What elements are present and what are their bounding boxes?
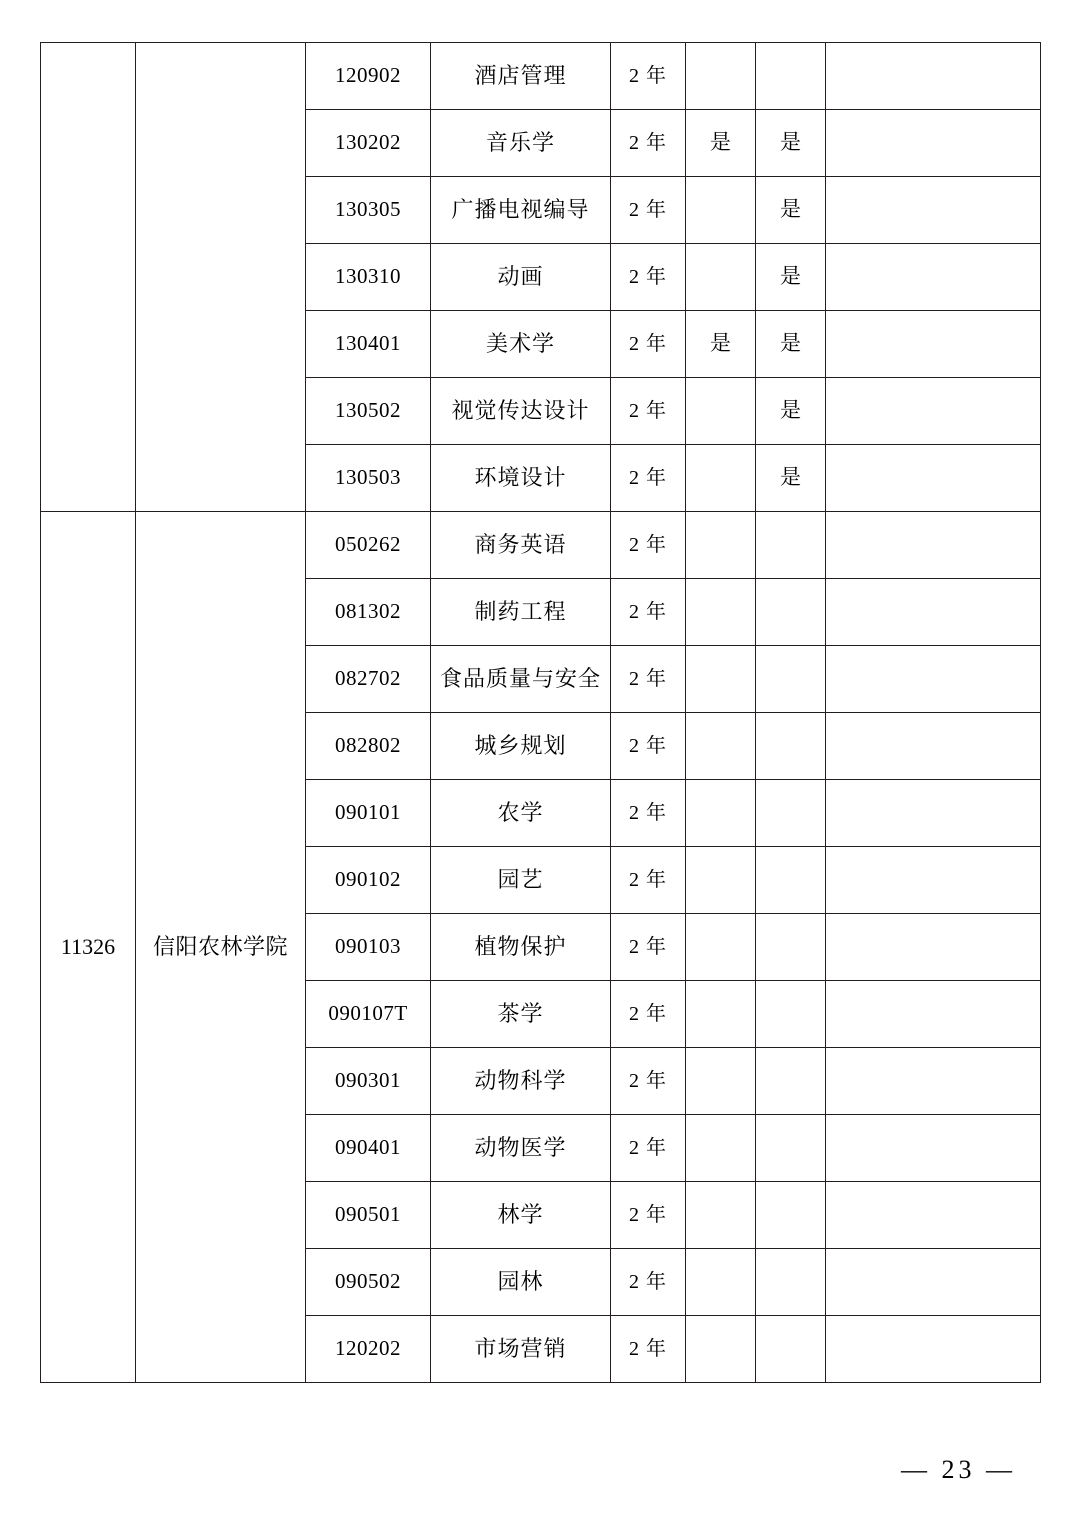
years: 2 年	[629, 400, 667, 422]
years-cell	[611, 110, 686, 177]
years: 2 年	[629, 1003, 667, 1025]
years: 2 年	[629, 1204, 667, 1226]
major-code: 090101	[335, 800, 401, 825]
flag2-cell	[756, 981, 826, 1048]
flag1-cell	[686, 1115, 756, 1182]
years: 2 年	[629, 802, 667, 824]
major-code-cell	[306, 914, 431, 981]
school-code: 11326	[60, 933, 116, 959]
note-cell	[826, 177, 1041, 244]
major-code: 130503	[335, 465, 401, 490]
major-code-cell	[306, 1316, 431, 1383]
major-name-cell	[431, 847, 611, 914]
years-cell	[611, 1115, 686, 1182]
years: 2 年	[629, 132, 667, 154]
major-name-cell	[431, 110, 611, 177]
page-number: — 23 —	[901, 1455, 1016, 1484]
major-code: 130310	[335, 264, 401, 289]
table-row	[41, 512, 1041, 579]
flag1-cell	[686, 1249, 756, 1316]
major-name-cell	[431, 311, 611, 378]
flag1-cell	[686, 244, 756, 311]
years-cell	[611, 713, 686, 780]
major-name: 园艺	[497, 866, 544, 892]
major-code: 090502	[335, 1269, 401, 1294]
major-name: 农学	[497, 799, 544, 825]
major-name-cell	[431, 1249, 611, 1316]
flag2: 是	[780, 331, 801, 356]
flag1-cell	[686, 177, 756, 244]
major-name-cell	[431, 780, 611, 847]
years: 2 年	[629, 869, 667, 891]
major-code: 082802	[335, 733, 401, 758]
years-cell	[611, 244, 686, 311]
major-code-cell	[306, 579, 431, 646]
years: 2 年	[629, 1338, 667, 1360]
major-name-cell	[431, 1316, 611, 1383]
major-code-cell	[306, 981, 431, 1048]
flag2-cell	[756, 311, 826, 378]
majors-table	[40, 42, 1041, 1383]
flag2-cell	[756, 579, 826, 646]
years-cell	[611, 1249, 686, 1316]
flag2-cell	[756, 1249, 826, 1316]
years: 2 年	[629, 1271, 667, 1293]
major-code-cell	[306, 110, 431, 177]
flag2: 是	[780, 264, 801, 289]
years-cell	[611, 1182, 686, 1249]
major-code: 090301	[335, 1068, 401, 1093]
flag2-cell	[756, 177, 826, 244]
flag1-cell	[686, 981, 756, 1048]
note-cell	[826, 780, 1041, 847]
flag2-cell	[756, 847, 826, 914]
major-name-cell	[431, 378, 611, 445]
major-name: 植物保护	[474, 933, 567, 959]
years: 2 年	[629, 1137, 667, 1159]
major-code-cell	[306, 1182, 431, 1249]
major-code-cell	[306, 244, 431, 311]
flag1-cell	[686, 110, 756, 177]
flag1-cell	[686, 1316, 756, 1383]
flag1-cell	[686, 43, 756, 110]
major-name: 广播电视编导	[451, 196, 590, 222]
major-code: 090107T	[328, 1001, 408, 1026]
major-name: 环境设计	[474, 464, 567, 490]
major-name: 茶学	[497, 1000, 544, 1026]
school-name-cell	[136, 512, 306, 1383]
major-code-cell	[306, 646, 431, 713]
flag2: 是	[780, 465, 801, 490]
flag1-cell	[686, 1048, 756, 1115]
major-name: 酒店管理	[474, 62, 567, 88]
major-code-cell	[306, 713, 431, 780]
major-code: 130305	[335, 197, 401, 222]
flag1-cell	[686, 311, 756, 378]
flag1-cell	[686, 646, 756, 713]
major-name: 园林	[497, 1268, 544, 1294]
years: 2 年	[629, 65, 667, 87]
years: 2 年	[629, 534, 667, 556]
flag1-cell	[686, 1182, 756, 1249]
note-cell	[826, 43, 1041, 110]
years-cell	[611, 445, 686, 512]
note-cell	[826, 713, 1041, 780]
note-cell	[826, 1115, 1041, 1182]
note-cell	[826, 110, 1041, 177]
years-cell	[611, 579, 686, 646]
years: 2 年	[629, 735, 667, 757]
note-cell	[826, 914, 1041, 981]
major-code: 130502	[335, 398, 401, 423]
note-cell	[826, 1182, 1041, 1249]
major-code: 120902	[335, 63, 401, 88]
major-name-cell	[431, 244, 611, 311]
note-cell	[826, 847, 1041, 914]
major-code-cell	[306, 43, 431, 110]
major-name: 食品质量与安全	[439, 665, 601, 691]
note-cell	[826, 579, 1041, 646]
major-name-cell	[431, 981, 611, 1048]
note-cell	[826, 378, 1041, 445]
major-code-cell	[306, 780, 431, 847]
major-code: 130401	[335, 331, 401, 356]
major-name-cell	[431, 914, 611, 981]
major-name-cell	[431, 1115, 611, 1182]
major-name-cell	[431, 1048, 611, 1115]
flag2-cell	[756, 1115, 826, 1182]
years-cell	[611, 646, 686, 713]
flag2-cell	[756, 646, 826, 713]
flag2-cell	[756, 244, 826, 311]
major-name: 美术学	[485, 330, 555, 356]
flag2: 是	[780, 130, 801, 155]
flag2: 是	[780, 398, 801, 423]
major-name: 视觉传达设计	[451, 397, 590, 423]
major-code: 081302	[335, 599, 401, 624]
years-cell	[611, 378, 686, 445]
years-cell	[611, 847, 686, 914]
major-name-cell	[431, 713, 611, 780]
flag2-cell	[756, 110, 826, 177]
flag2-cell	[756, 713, 826, 780]
major-code-cell	[306, 1048, 431, 1115]
flag1-cell	[686, 512, 756, 579]
note-cell	[826, 1048, 1041, 1115]
flag2-cell	[756, 1182, 826, 1249]
major-code-cell	[306, 512, 431, 579]
flag2-cell	[756, 378, 826, 445]
major-name-cell	[431, 445, 611, 512]
flag2-cell	[756, 1316, 826, 1383]
flag1-cell	[686, 914, 756, 981]
major-name: 林学	[497, 1201, 544, 1227]
note-cell	[826, 981, 1041, 1048]
years-cell	[611, 914, 686, 981]
major-name: 音乐学	[485, 129, 555, 155]
flag2-cell	[756, 445, 826, 512]
major-code-cell	[306, 847, 431, 914]
major-code: 090102	[335, 867, 401, 892]
major-name-cell	[431, 512, 611, 579]
major-code: 090103	[335, 934, 401, 959]
note-cell	[826, 244, 1041, 311]
major-name: 市场营销	[474, 1335, 567, 1361]
flag1-cell	[686, 847, 756, 914]
years-cell	[611, 981, 686, 1048]
flag1: 是	[710, 130, 731, 155]
years: 2 年	[629, 199, 667, 221]
majors-table-body	[41, 43, 1041, 1383]
major-name-cell	[431, 43, 611, 110]
major-code: 090501	[335, 1202, 401, 1227]
major-name-cell	[431, 177, 611, 244]
major-name: 动画	[497, 263, 544, 289]
major-code-cell	[306, 1249, 431, 1316]
major-code-cell	[306, 445, 431, 512]
flag1-cell	[686, 713, 756, 780]
flag1-cell	[686, 445, 756, 512]
flag1-cell	[686, 780, 756, 847]
major-code-cell	[306, 1115, 431, 1182]
major-code: 130202	[335, 130, 401, 155]
major-name: 制药工程	[474, 598, 567, 624]
flag2-cell	[756, 1048, 826, 1115]
table-row	[41, 43, 1041, 110]
major-code-cell	[306, 311, 431, 378]
years-cell	[611, 512, 686, 579]
years-cell	[611, 780, 686, 847]
major-code: 120202	[335, 1336, 401, 1361]
major-name: 动物医学	[474, 1134, 567, 1160]
major-code: 050262	[335, 532, 401, 557]
major-name: 城乡规划	[474, 732, 567, 758]
flag2-cell	[756, 43, 826, 110]
major-name-cell	[431, 579, 611, 646]
major-code-cell	[306, 378, 431, 445]
flag2-cell	[756, 914, 826, 981]
flag2-cell	[756, 780, 826, 847]
years: 2 年	[629, 668, 667, 690]
school-name-cell	[136, 43, 306, 512]
years-cell	[611, 1048, 686, 1115]
major-code-cell	[306, 177, 431, 244]
years: 2 年	[629, 936, 667, 958]
years-cell	[611, 1316, 686, 1383]
note-cell	[826, 311, 1041, 378]
flag1-cell	[686, 378, 756, 445]
years: 2 年	[629, 1070, 667, 1092]
years-cell	[611, 177, 686, 244]
flag1-cell	[686, 579, 756, 646]
major-code: 090401	[335, 1135, 401, 1160]
major-code: 082702	[335, 666, 401, 691]
major-name-cell	[431, 1182, 611, 1249]
major-name: 商务英语	[474, 531, 567, 557]
years: 2 年	[629, 601, 667, 623]
major-name-cell	[431, 646, 611, 713]
school-code-cell	[41, 43, 136, 512]
school-code-cell	[41, 512, 136, 1383]
note-cell	[826, 1249, 1041, 1316]
flag2-cell	[756, 512, 826, 579]
major-name: 动物科学	[474, 1067, 567, 1093]
flag1: 是	[710, 331, 731, 356]
years-cell	[611, 311, 686, 378]
years-cell	[611, 43, 686, 110]
school-name: 信阳农林学院	[152, 933, 288, 959]
note-cell	[826, 512, 1041, 579]
years: 2 年	[629, 467, 667, 489]
note-cell	[826, 445, 1041, 512]
note-cell	[826, 646, 1041, 713]
years: 2 年	[629, 333, 667, 355]
years: 2 年	[629, 266, 667, 288]
note-cell	[826, 1316, 1041, 1383]
flag2: 是	[780, 197, 801, 222]
